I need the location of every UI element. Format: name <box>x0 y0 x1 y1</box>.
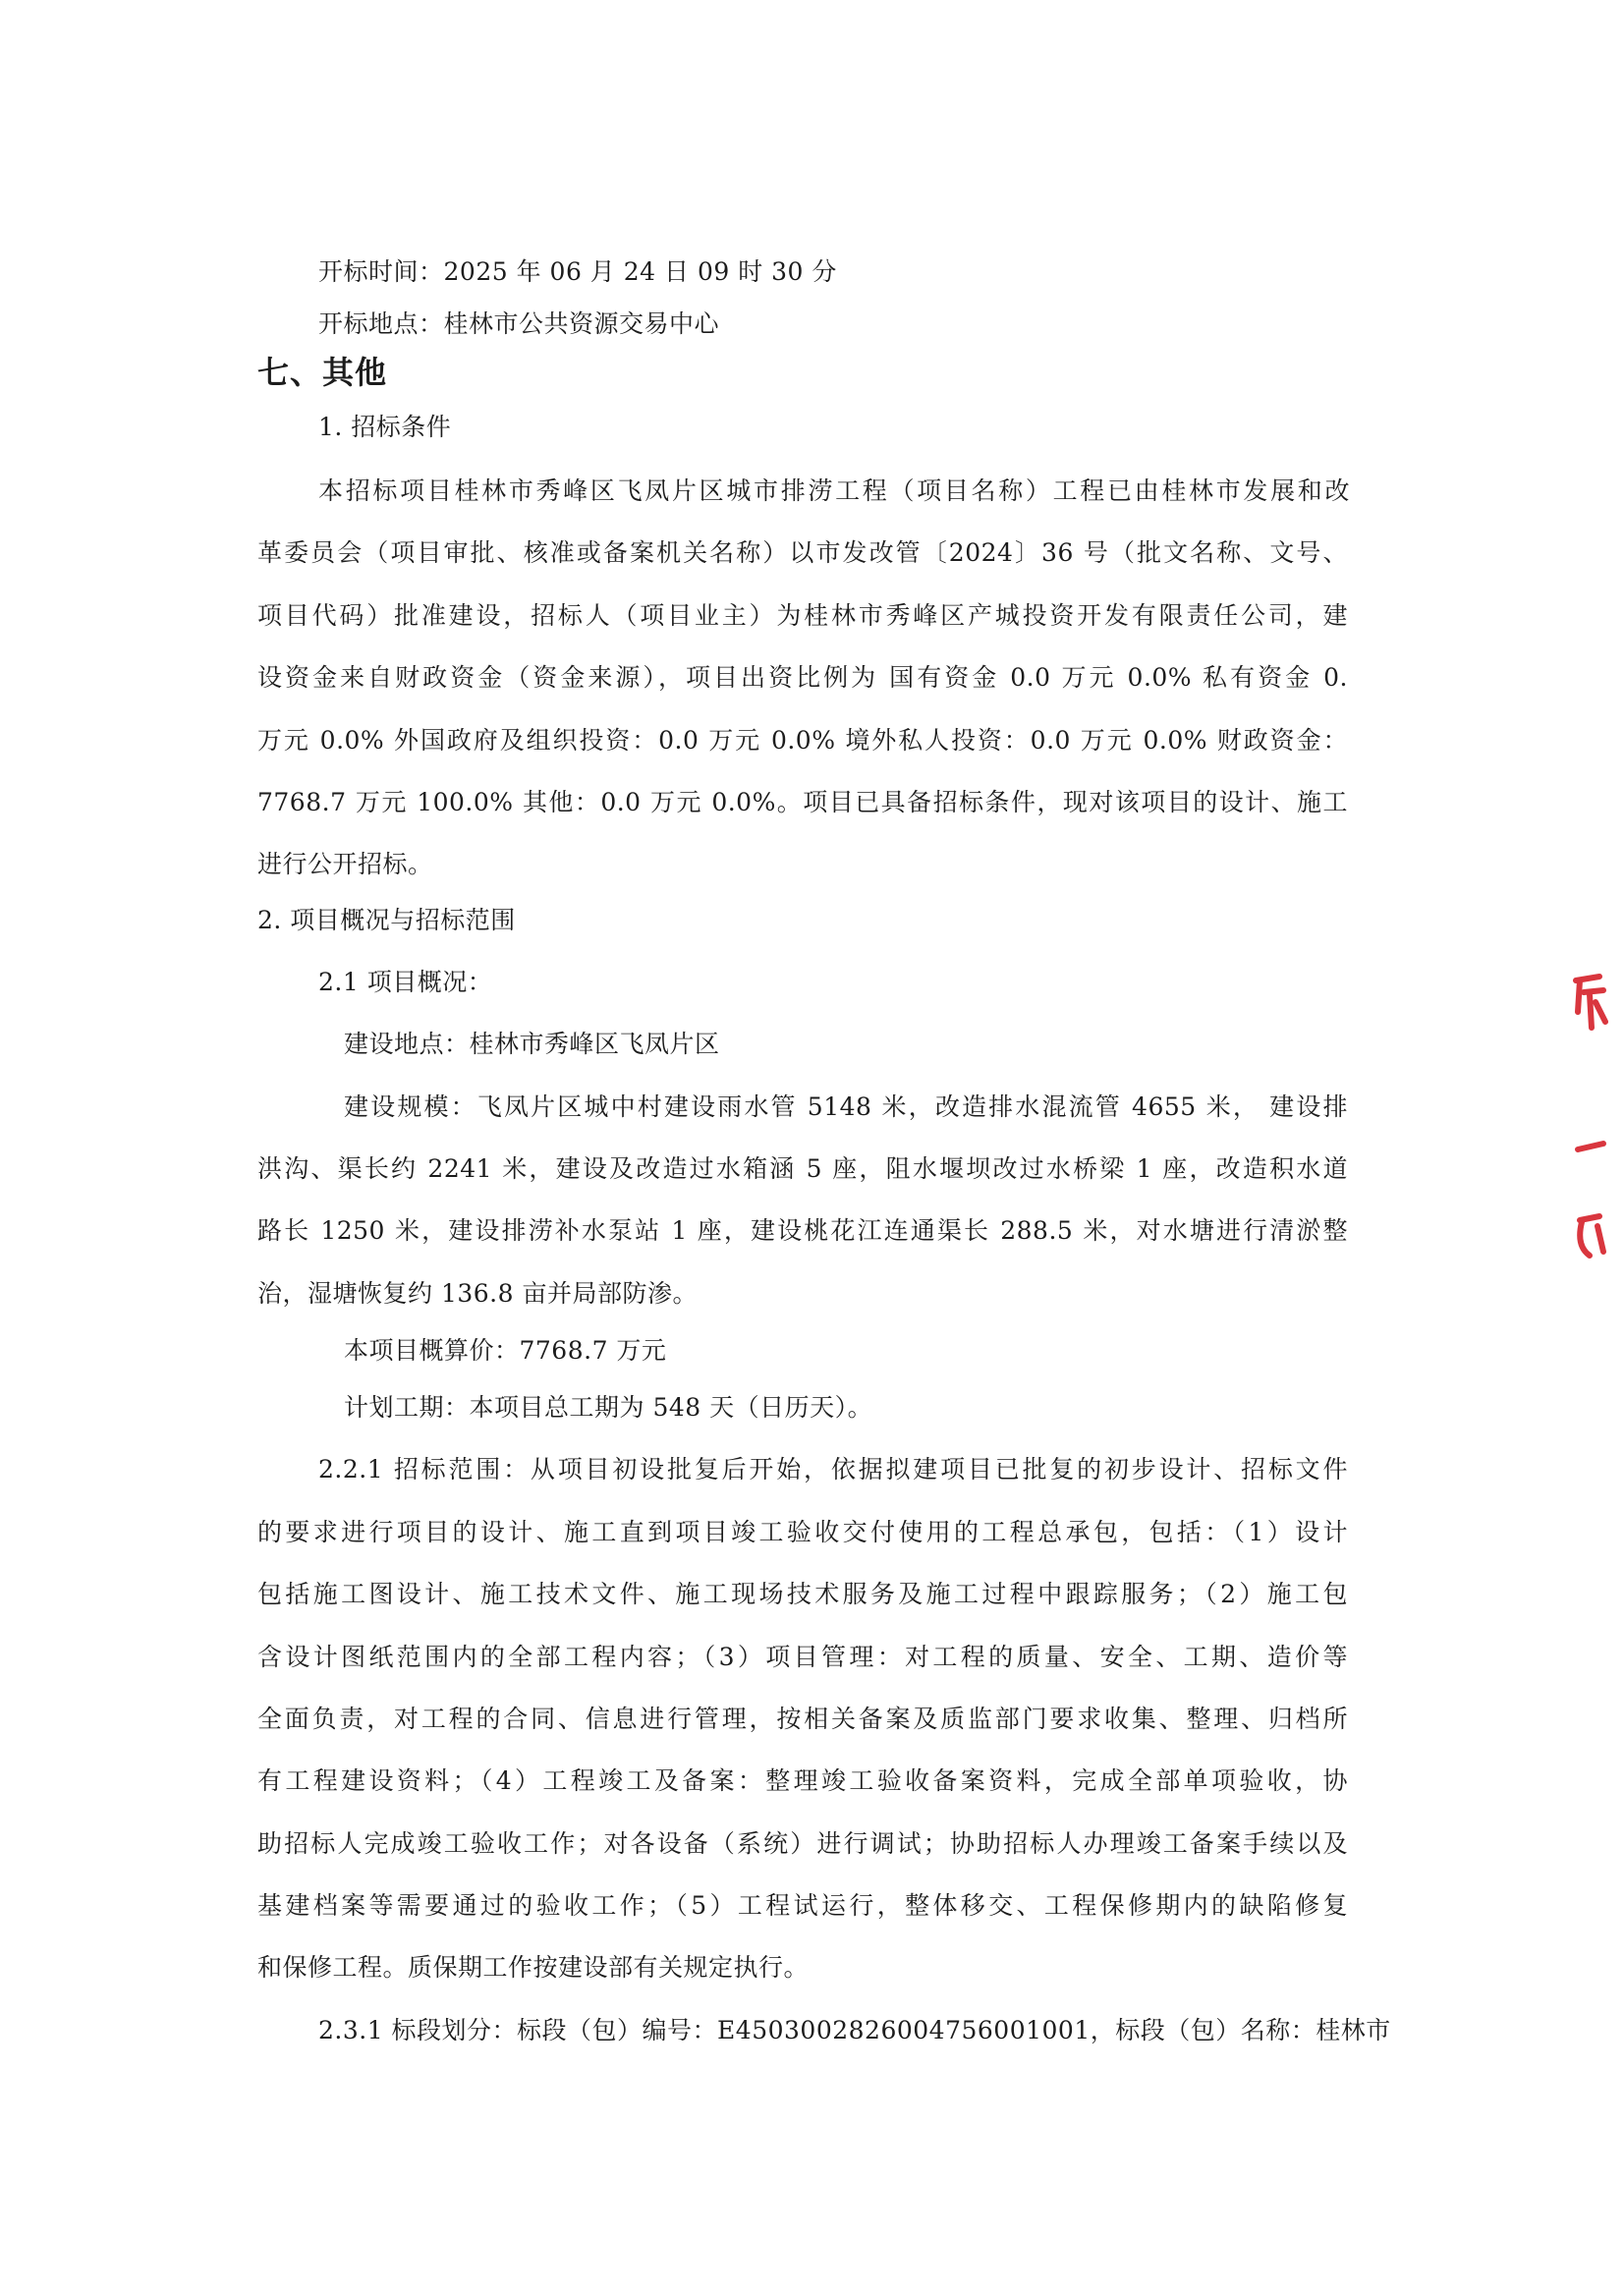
conditions-line: 进行公开招标。 <box>257 850 433 878</box>
overview-heading: 2. 项目概况与招标范围 <box>257 906 516 934</box>
overview-sub-heading: 2.1 项目概况： <box>318 968 493 996</box>
bid-opening-place-label: 开标地点： <box>318 309 444 338</box>
conditions-line: 7768.7 万元 100.0% 其他：0.0 万元 0.0%。项目已具备招标条件，现对该项目的设计、施工 <box>257 788 1348 816</box>
construction-scale-line: 治，湿塘恢复约 136.8 亩并局部防渗。 <box>257 1279 698 1308</box>
seal-fragment-top <box>1570 973 1609 1032</box>
bid-opening-time-value: 2025 年 06 月 24 日 09 时 30 分 <box>443 257 837 286</box>
conditions-line: 本招标项目桂林市秀峰区飞凤片区城市排涝工程（项目名称）工程已由桂林市发展和改 <box>318 476 1350 505</box>
project-duration: 计划工期：本项目总工期为 548 天（日历天）。 <box>344 1393 873 1422</box>
project-budget: 本项目概算价：7768.7 万元 <box>344 1336 667 1365</box>
conditions-line: 万元 0.0% 外国政府及组织投资：0.0 万元 0.0% 境外私人投资：0.0 万元 0.0% 财政资金： <box>257 726 1348 755</box>
construction-location: 建设地点：桂林市秀峰区飞凤片区 <box>344 1030 720 1058</box>
scope-line: 包括施工图设计、施工技术文件、施工现场技术服务及施工过程中跟踪服务；（2）施工包 <box>257 1580 1348 1608</box>
section-title: 七、其他 <box>257 354 388 391</box>
conditions-line: 设资金来自财政资金（资金来源），项目出资比例为 国有资金 0.0 万元 0.0% 私有资金 0. <box>257 663 1348 692</box>
conditions-line: 革委员会（项目审批、核准或备案机关名称）以市发改管〔2024〕36 号（批文名称、文号、 <box>257 538 1348 567</box>
scope-line: 2.2.1 招标范围：从项目初设批复后开始，依据拟建项目已批复的初步设计、招标文件 <box>318 1455 1348 1483</box>
scope-line: 助招标人完成竣工验收工作；对各设备（系统）进行调试；协助招标人办理竣工备案手续以及 <box>257 1829 1348 1858</box>
bid-opening-time <box>318 257 837 287</box>
construction-scale-line: 洪沟、渠长约 2241 米，建设及改造过水箱涵 5 座，阻水堰坝改过水桥梁 1 座，改造积水道 <box>257 1154 1348 1183</box>
bid-opening-place-value: 桂林市公共资源交易中心 <box>443 309 720 338</box>
construction-scale-line: 路长 1250 米，建设排涝补水泵站 1 座，建设桃花江连通渠长 288.5 米，对水塘进行清淤整 <box>257 1216 1348 1245</box>
scope-line: 和保修工程。质保期工作按建设部有关规定执行。 <box>257 1953 810 1982</box>
seal-fragment-middle <box>1570 1120 1609 1179</box>
seal-fragment-bottom <box>1570 1206 1609 1265</box>
conditions-heading: 1. 招标条件 <box>318 413 452 441</box>
scope-line: 含设计图纸范围内的全部工程内容；（3）项目管理：对工程的质量、安全、工期、造价等 <box>257 1643 1348 1671</box>
construction-scale-line: 建设规模：飞凤片区城中村建设雨水管 5148 米，改造排水混流管 4655 米， 建设排 <box>344 1092 1348 1121</box>
scope-line: 的要求进行项目的设计、施工直到项目竣工验收交付使用的工程总承包，包括：（1）设计 <box>257 1518 1348 1546</box>
lot-division-line: 2.3.1 标段划分：标段（包）编号：E4503002826004756001001，标段（包）名称：桂林市 <box>318 2016 1391 2044</box>
bid-opening-place <box>318 309 719 339</box>
conditions-line: 项目代码）批准建设，招标人（项目业主）为桂林市秀峰区产城投资开发有限责任公司，建 <box>257 601 1348 630</box>
scope-line: 全面负责，对工程的合同、信息进行管理，按相关备案及质监部门要求收集、整理、归档所 <box>257 1705 1348 1733</box>
scope-line: 有工程建设资料；（4）工程竣工及备案：整理竣工验收备案资料，完成全部单项验收，协 <box>257 1766 1348 1795</box>
scope-line: 基建档案等需要通过的验收工作；（5）工程试运行，整体移交、工程保修期内的缺陷修复 <box>257 1891 1348 1920</box>
bid-opening-time-label: 开标时间： <box>318 257 444 286</box>
